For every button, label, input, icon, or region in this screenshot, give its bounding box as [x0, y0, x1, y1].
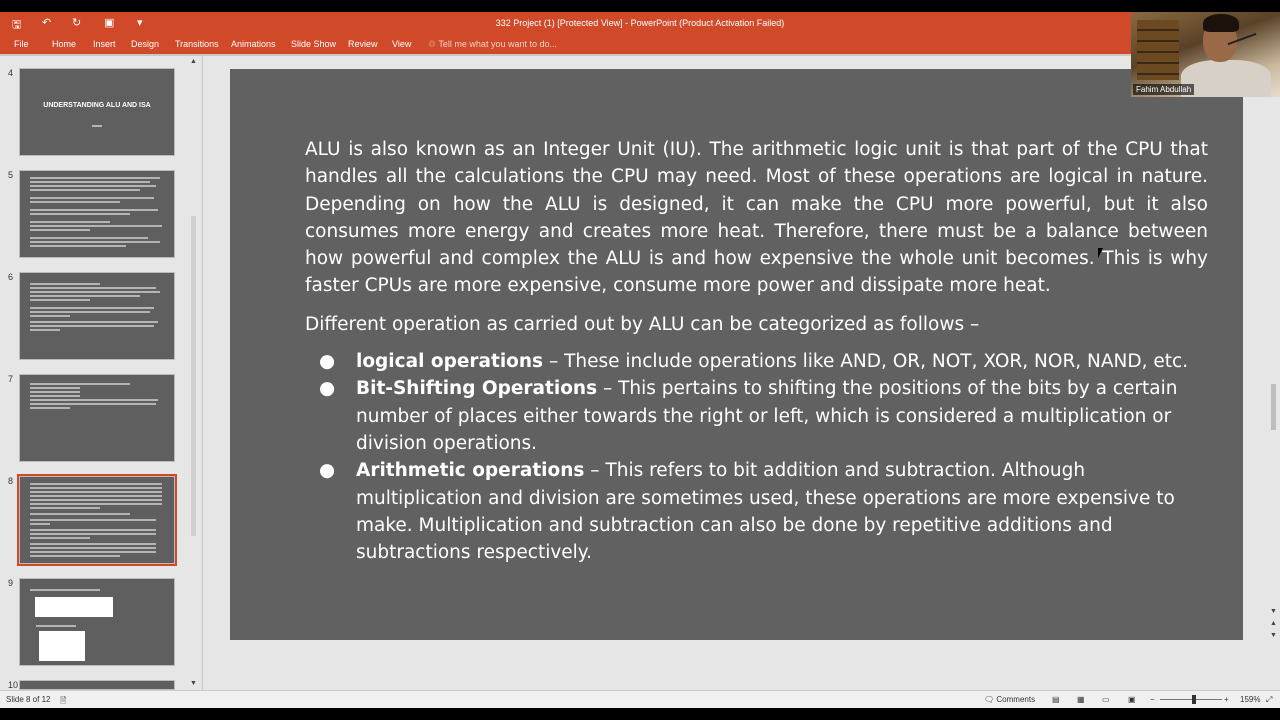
thumb-number: 10 — [8, 680, 19, 690]
thumb-line — [30, 383, 130, 385]
thumb-line — [30, 519, 156, 521]
scroll-down-icon[interactable]: ▼ — [1270, 608, 1277, 615]
thumb-line — [30, 197, 154, 199]
thumb-line — [30, 237, 148, 239]
spellcheck-icon[interactable]: 🗎 — [60, 696, 67, 705]
thumb-line — [30, 503, 162, 505]
thumb-line — [30, 403, 156, 405]
bullet-item — [305, 375, 1208, 457]
thumb-number: 6 — [8, 272, 14, 282]
thumb-title: UNDERSTANDING ALU AND ISA — [43, 102, 151, 109]
next-slide-icon[interactable]: ▼ — [1270, 632, 1277, 639]
redo-icon[interactable]: ↻ — [72, 17, 82, 29]
thumb-line — [30, 555, 120, 557]
thumb-line — [30, 221, 110, 223]
thumb-number: 5 — [8, 170, 14, 180]
presenter-name: Fahim Abdullah — [1133, 84, 1194, 95]
thumb-line — [30, 325, 154, 327]
thumb-line — [30, 395, 80, 397]
thumb-line — [30, 499, 162, 501]
scroll-thumb[interactable] — [191, 216, 196, 536]
tab-file[interactable]: File — [14, 39, 29, 49]
scroll-down-icon[interactable]: ▼ — [190, 680, 197, 687]
thumb-line — [30, 551, 156, 553]
tab-insert[interactable]: Insert — [93, 39, 116, 49]
thumb-image — [39, 631, 85, 661]
thumb-line — [30, 229, 90, 231]
reading-view-icon[interactable]: ▭ — [1102, 695, 1110, 704]
thumb-line — [30, 321, 158, 323]
thumb-line — [30, 307, 154, 309]
thumb-line — [30, 329, 60, 331]
bullet-icon: ● — [319, 351, 336, 373]
thumb-line — [30, 547, 156, 549]
slide-thumbnail-pane — [0, 56, 202, 690]
thumb-line — [30, 513, 130, 515]
slide-show-icon[interactable]: ▣ — [1128, 695, 1136, 704]
scroll-thumb[interactable] — [1271, 384, 1276, 430]
thumb-line — [30, 201, 120, 203]
bullet-list — [305, 348, 1208, 566]
bullet-dash: – — [543, 351, 565, 373]
tab-animations[interactable]: Animations — [231, 39, 276, 49]
thumb-line — [30, 299, 90, 301]
thumb-line — [30, 495, 162, 497]
thumb-line — [30, 487, 162, 489]
top-bar — [0, 0, 1280, 12]
fit-to-window-icon[interactable]: ⤢ — [1266, 695, 1273, 704]
present-icon[interactable]: ▣ — [104, 17, 115, 29]
tell-me-label: Tell me what you want to do... — [438, 39, 557, 49]
bullet-term: Arithmetic operations — [356, 460, 585, 482]
thumbnail-scrollbar[interactable] — [188, 56, 200, 690]
thumb-line — [30, 213, 130, 215]
thumb-line — [30, 241, 160, 243]
comments-icon: 🗨 — [984, 695, 995, 704]
thumb-line — [30, 291, 160, 293]
slide-text-box[interactable] — [305, 136, 1208, 566]
bottom-bar — [0, 708, 1280, 720]
thumb-line — [30, 209, 158, 211]
thumb-line — [30, 295, 140, 297]
slide-paragraph: Different operation as carried out by ALU can be categorized as follows – — [305, 313, 980, 335]
thumb-line — [30, 483, 162, 485]
presenter-hair — [1203, 14, 1239, 32]
bullet-text: These include operations like AND, OR, NOT, XOR, NOR, NAND, etc. — [564, 351, 1189, 373]
zoom-level[interactable]: 159% — [1240, 695, 1261, 704]
bullet-dash: – — [584, 460, 606, 482]
thumb-line — [30, 399, 158, 401]
tab-slide-show[interactable]: Slide Show — [291, 39, 337, 49]
thumb-line — [30, 533, 156, 535]
thumb-line — [30, 315, 70, 317]
slide-thumbnail-7[interactable] — [19, 374, 175, 462]
thumb-line — [30, 537, 90, 539]
presenter-body — [1181, 60, 1271, 97]
slide-paragraph: ALU is also known as an Integer Unit (IU). The arithmetic logic unit is that part of the CPU that handles all the calculations the CPU may need. Most of these operations are logical in nature. Depending on how the ALU is designed, it can make the CPU more powerful, but it also consumes more energy and creates more heat. Therefore, there must be a balance between how powerful and complex the ALU is and how expensive the whole unit becomes. This is why faster CPUs are more expensive, consume more power and dissipate more heat. — [305, 139, 1208, 297]
comments-button[interactable] — [984, 695, 1035, 704]
slide-thumbnail-9[interactable] — [19, 578, 175, 666]
comments-label: Comments — [996, 695, 1036, 704]
thumb-line — [30, 589, 100, 591]
thumb-number: 9 — [8, 578, 14, 588]
lightbulb-icon: ♲ — [428, 39, 437, 49]
tab-home[interactable]: Home — [52, 39, 77, 49]
bullet-text: This pertains to shifting the positions of the bits by a certain number of places either towards the right or left, which is considered a multiplication or division operations. — [356, 378, 1178, 454]
slide-sorter-icon[interactable]: ▦ — [1077, 695, 1085, 704]
thumb-line — [30, 177, 160, 179]
thumb-line — [30, 543, 156, 545]
editor-scrollbar[interactable] — [1267, 56, 1280, 690]
slide-thumbnail-8[interactable] — [19, 476, 175, 564]
zoom-slider-thumb[interactable] — [1192, 695, 1196, 704]
thumb-line — [30, 245, 126, 247]
thumb-line — [30, 491, 162, 493]
thumb-line — [30, 387, 80, 389]
bullet-item — [305, 348, 1208, 375]
slide-thumbnail-10[interactable] — [19, 680, 175, 690]
undo-icon[interactable]: ↶ — [42, 17, 52, 29]
bookshelf — [1137, 20, 1179, 80]
bullet-term: Bit-Shifting Operations — [356, 378, 598, 400]
thumb-number: 7 — [8, 374, 14, 384]
status-bar — [0, 690, 1280, 708]
slide-thumbnail-5[interactable] — [19, 170, 175, 258]
dropdown-icon[interactable]: ▾ — [137, 17, 143, 29]
scroll-up-icon[interactable]: ▲ — [190, 58, 197, 65]
thumb-line — [30, 225, 162, 227]
zoom-slider[interactable] — [1160, 699, 1222, 700]
thumb-line — [30, 287, 156, 289]
title-bar — [0, 12, 1280, 34]
bullet-term: logical operations — [356, 351, 544, 373]
zoom-out-icon[interactable]: − — [1150, 695, 1155, 704]
zoom-in-icon[interactable]: + — [1224, 695, 1229, 704]
slide-counter: Slide 8 of 12 — [6, 695, 51, 704]
bullet-item — [305, 457, 1208, 566]
thumb-number: 8 — [8, 476, 14, 486]
thumb-line — [30, 407, 70, 409]
slide-thumbnail-6[interactable] — [19, 272, 175, 360]
thumb-line — [30, 391, 80, 393]
tell-me-input[interactable] — [428, 39, 557, 50]
save-icon[interactable]: 🖫 — [12, 19, 22, 31]
slide-thumbnail-4[interactable] — [19, 68, 175, 156]
thumb-line — [30, 185, 156, 187]
thumb-line — [36, 625, 76, 627]
bullet-icon: ● — [319, 460, 336, 482]
thumb-image — [35, 597, 113, 617]
tab-review[interactable]: Review — [348, 39, 378, 49]
thumb-line — [30, 523, 50, 525]
webcam-overlay — [1131, 12, 1280, 97]
bullet-text: This refers to bit addition and subtraction. Although multiplication and division are sometimes used, these operations are more expensive to make. Multiplication and subtraction can also be done by repetitive additions and subtractions respectively. — [356, 460, 1175, 564]
previous-slide-icon[interactable]: ▲ — [1270, 620, 1277, 627]
thumb-line — [30, 283, 100, 285]
ribbon-tabs — [0, 34, 1280, 54]
thumb-line — [92, 125, 102, 127]
mouse-cursor-icon — [1098, 248, 1106, 258]
tab-view[interactable]: View — [392, 39, 412, 49]
thumb-line — [30, 189, 140, 191]
thumb-line — [30, 181, 150, 183]
normal-view-icon[interactable]: ▤ — [1052, 695, 1060, 704]
thumb-number: 4 — [8, 68, 14, 78]
window-title: 332 Project (1) [Protected View] - PowerPoint (Product Activation Failed) — [495, 18, 785, 28]
tab-design[interactable]: Design — [131, 39, 160, 49]
thumb-line — [30, 507, 100, 509]
bullet-dash: – — [597, 378, 619, 400]
tab-transitions[interactable]: Transitions — [175, 39, 219, 49]
bullet-icon: ● — [319, 378, 336, 400]
thumb-line — [30, 529, 156, 531]
thumb-line — [30, 311, 150, 313]
